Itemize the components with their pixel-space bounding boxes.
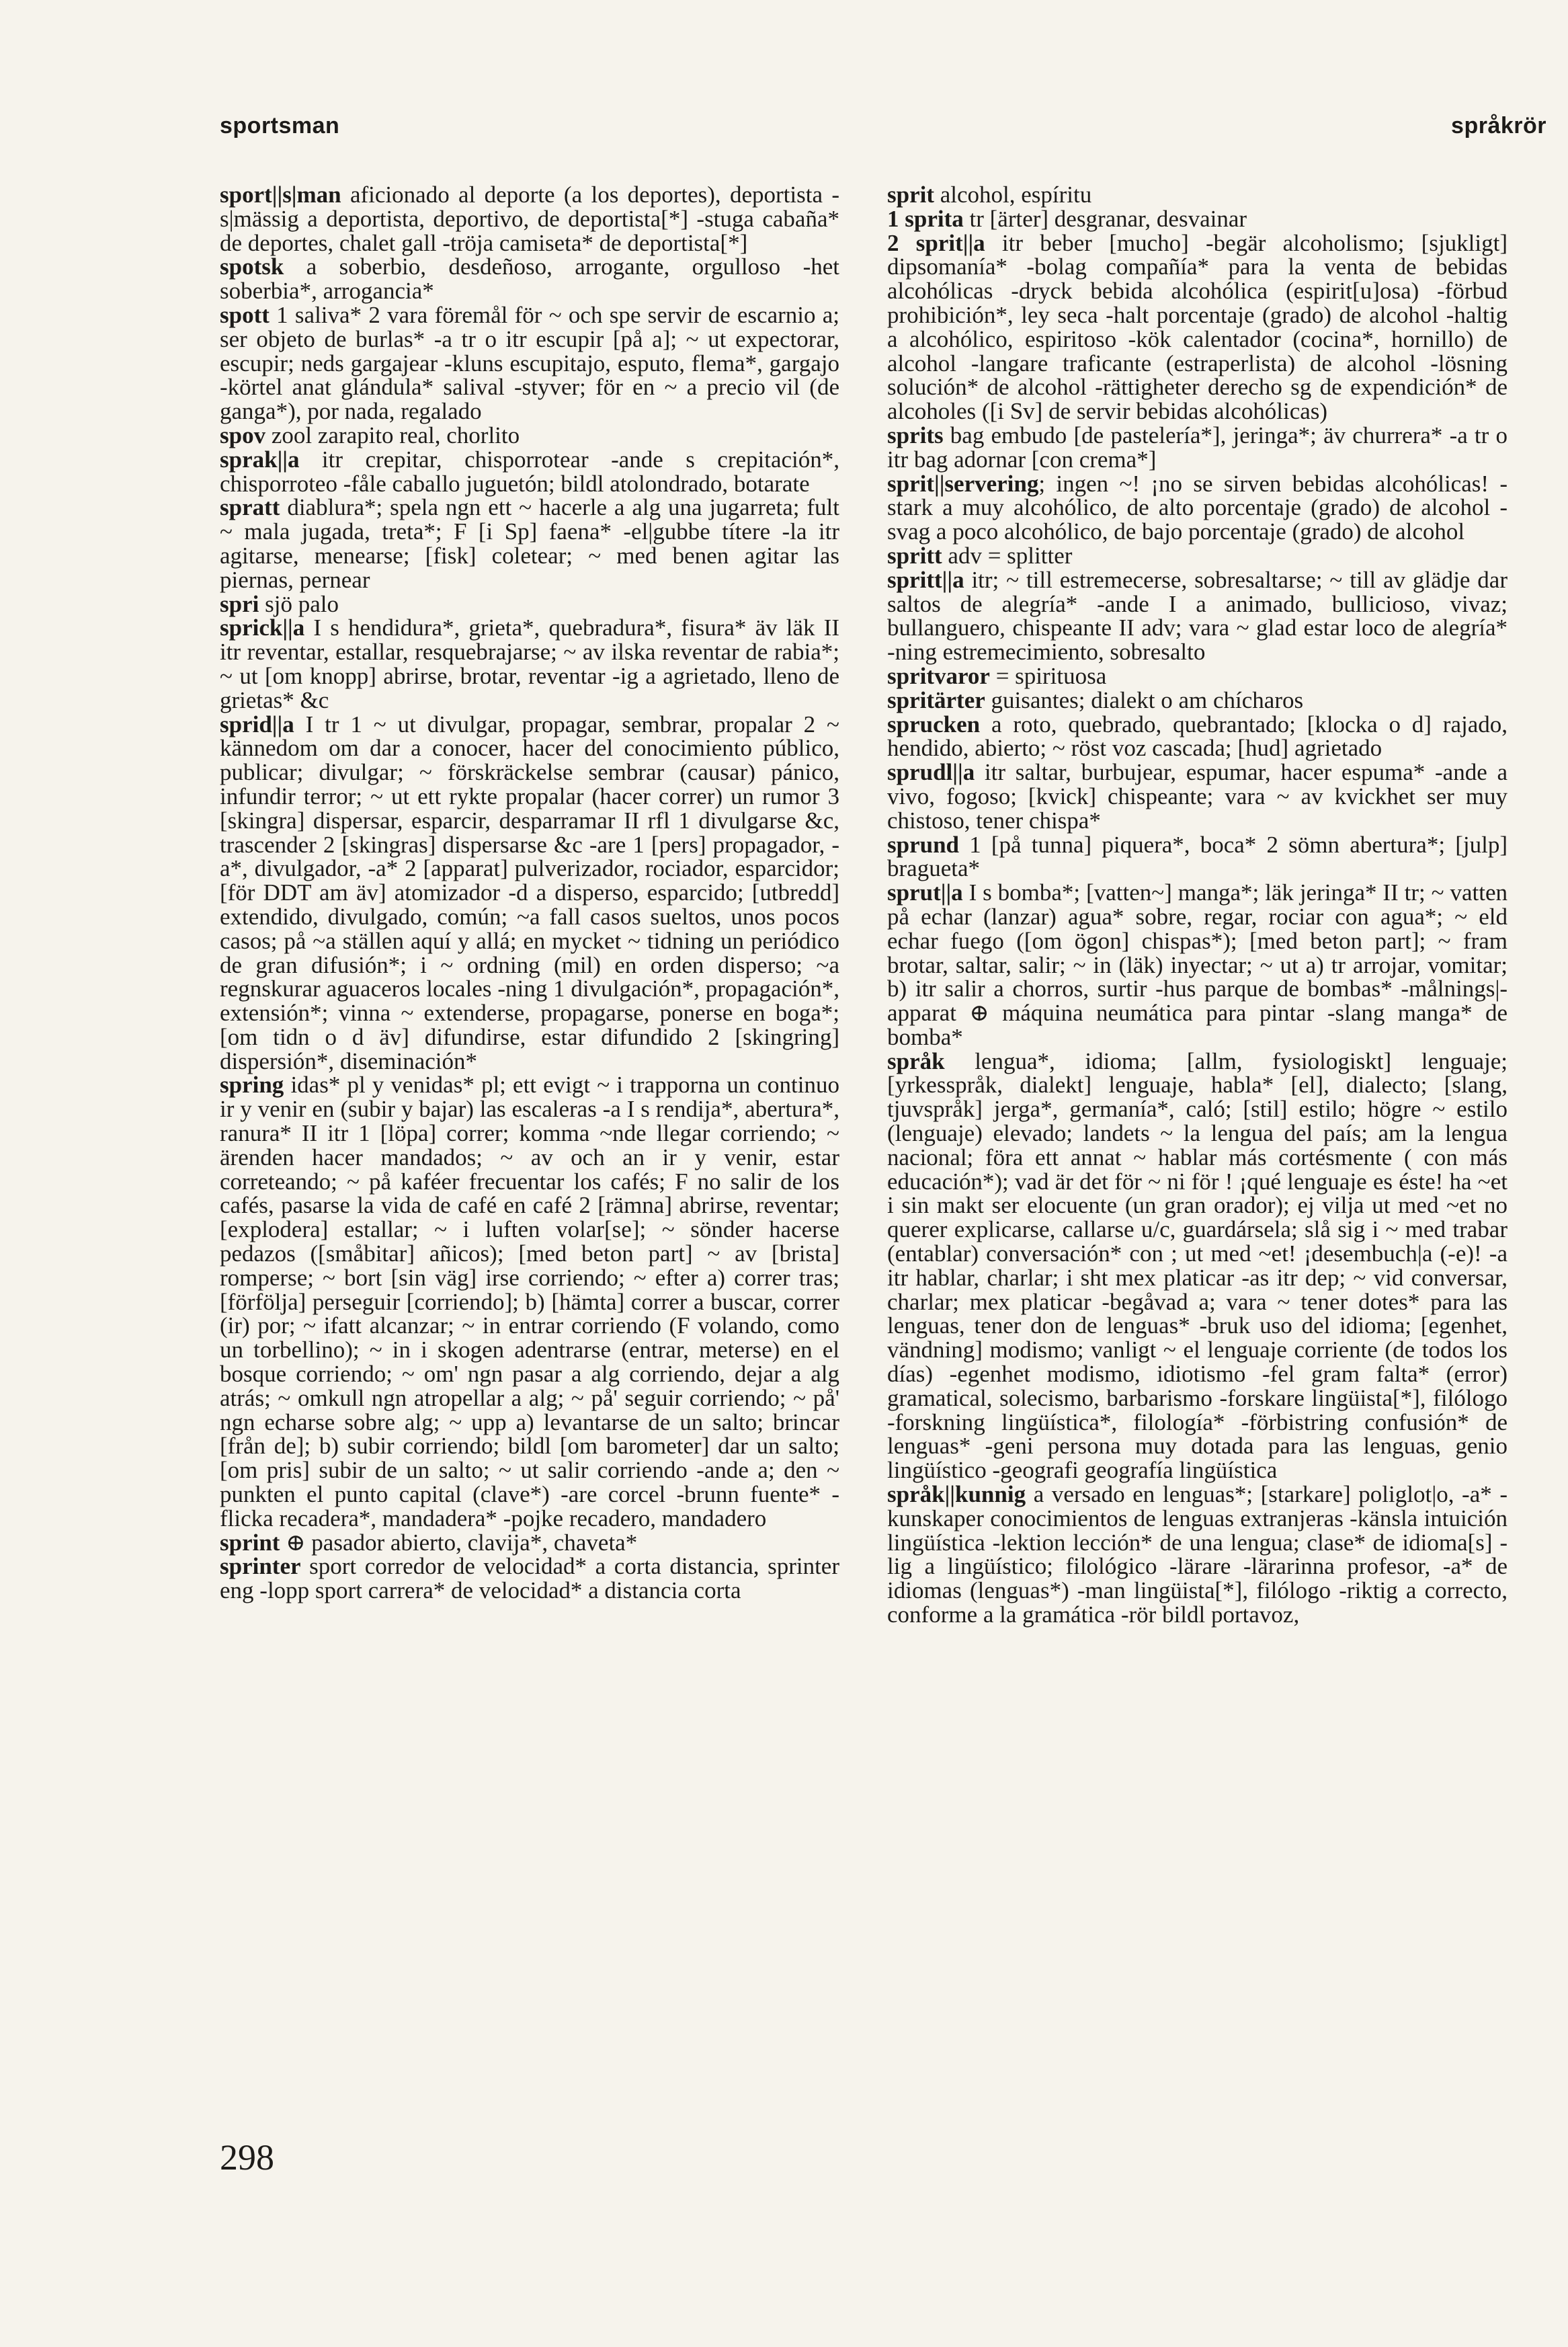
dictionary-entry	[887, 472, 1508, 544]
entry-headword: sprucken	[887, 711, 981, 738]
dictionary-entry	[887, 881, 1508, 1049]
entry-headword: sprund	[887, 831, 960, 858]
entry-headword: sprit	[887, 182, 934, 208]
entry-headword: spritt||a	[887, 566, 964, 593]
entry-definition: 1 [på tunna] piquera*, boca* 2 sömn abertura*; [julp] bragueta*	[887, 831, 1508, 882]
entry-headword: språk||kunnig	[887, 1481, 1026, 1508]
dictionary-entry	[887, 424, 1508, 472]
entry-definition: sjö palo	[259, 590, 339, 617]
entry-definition: ⊕ pasador abierto, clavija*, chaveta*	[280, 1529, 638, 1556]
entry-definition: idas* pl y venidas* pl; ett evigt ~ i trapporna un continuo ir y venir en (subir y bajar) las escaleras -a I s rendija*, abertura*, ranura* II itr 1 [löpa] correr; komma ~nde llegar corriendo; ~ ärenden hacer mandados; ~ av och an ir y venir, estar correteando; ~ på kaféer frecuentar los cafés; F no salir de los cafés, pasarse la vida de café en café 2 [rämna] abrirse, reventar; [explodera] estallar; ~ i luften volar[se]; ~ sönder hacerse pedazos ([småbitar] añicos); [med beton part] ~ av [brista] romperse; ~ bort [sin väg] irse corriendo; ~ efter a) correr tras; [förfölja] perseguir [corriendo]; b) [hämta] correr a buscar, correr (ir) por; ~ ifatt alcanzar; ~ in entrar corriendo (F volando, como un torbellino); ~ in i skogen adentrarse (entrar, meterse) en el bosque corriendo; ~ om' ngn pasar a alg corriendo, dejar a alg atrás; ~ omkull ngn atropellar a alg; ~ på' seguir corriendo; ~ på' ngn echarse sobre alg; ~ upp a) levantarse de un salto; brincar [från de]; b) subir corriendo; bildl [om barometer] dar un salto; [om pris] subir de un salto; ~ ut salir corriendo -ande a; den ~ punkten el punto capital (clave*) -are corcel -brunn fuente* -flicka recadera*, mandadera* -pojke recadero, mandadero	[220, 1072, 839, 1531]
entry-definition: tr [ärter] desgranar, desvainar	[963, 205, 1247, 232]
dictionary-entry	[887, 207, 1508, 231]
entry-headword: spritärter	[887, 686, 985, 713]
dictionary-entry	[887, 713, 1508, 761]
entry-headword: spring	[220, 1072, 284, 1099]
entry-definition: 1 saliva* 2 vara föremål för ~ och spe servir de escarnio a; ser objeto de burlas* -a tr o itr escupir [på a]; ~ ut expectorar, escupir; neds gargajear -kluns escupitajo, esputo, flema*, gargajo -körtel anat glándula* salival -styver; för en ~ a precio vil (de ganga*), por nada, regalado	[220, 301, 839, 425]
entry-headword: spritt	[887, 542, 942, 569]
dictionary-entry	[220, 1531, 839, 1555]
left-column	[220, 183, 839, 1603]
dictionary-entry	[887, 664, 1508, 688]
entry-headword: sprid||a	[220, 711, 294, 738]
entry-headword: spov	[220, 422, 266, 448]
entry-headword: sprits	[887, 422, 944, 448]
entry-definition: lengua*, idioma; [allm, fysiologiskt] lenguaje; [yrkesspråk, dialekt] lenguaje, habla* [el], dialecto; [slang, tjuvspråk] jerga*, germanía*, caló; [stil] estilo; högre ~ estilo (lenguaje) elevado; landets ~ la lengua del país; am la lengua nacional; föra ett annat ~ hablar más cortésmente ( con más educación*); vad är det för ~ ni för ! ¡qué lenguaje es éste! ha ~et i sin makt ser elocuente (un gran orador); ej vilja ut med ~et no querer explicarse, callarse u/c, guardársela; slå sig i ~ med trabar (entablar) conversación* con ; ut med ~et! ¡desembuch|a (-e)! -a itr hablar, charlar; i sht mex platicar -as itr dep; ~ vid conversar, charlar; mex platicar -begåvad a; vara ~ tener dotes* para las lenguas, tener don de lenguas* -bruk uso del idioma; [egenhet, vändning] modismo; vanligt ~ el lenguaje corriente (de todos los días) -egenhet modismo, idiotismo -fel gram falta* (error) gramatical, solecismo, barbarismo -forskare lingüista[*], filólogo -forskning lingüística*, filología* -förbistring confusión* de lenguas* -geni persona muy dotada para las lenguas, genio lingüístico -geografi geografía lingüística	[887, 1047, 1508, 1484]
entry-definition: zool zarapito real, chorlito	[265, 422, 520, 448]
entry-headword: spritvaror	[887, 662, 990, 689]
dictionary-entry	[220, 183, 839, 255]
dictionary-entry	[887, 760, 1508, 832]
entry-definition: adv = splitter	[942, 542, 1073, 569]
entry-headword: 1 sprita	[887, 205, 964, 232]
entry-definition: itr beber [mucho] -begär alcoholismo; [sjukligt] dipsomanía* -bolag compañía* para la venta de bebidas alcohólicas -dryck bebida alcohólica (espirit[u]osa) -förbud prohibición*, ley seca -halt porcentaje (grado) de alcohol -haltig a alcohólico, espiritoso -kök calentador (cocina*, hornillo) de alcohol -langare traficante (estraperlista) de alcohol -lösning solución* de alcohol -rättigheter derecho sg de expendición* de alcoholes ([i Sv] de servir bebidas alcohólicas)	[887, 229, 1508, 425]
entry-definition: aficionado al deporte (a los deportes), deportista -s|mässig a deportista, deportivo, de deportista[*] -stuga cabaña* de deportes, chalet gall -tröja camiseta* de deportista[*]	[220, 182, 839, 256]
entry-headword: sprit||servering	[887, 470, 1039, 497]
entry-headword: spotsk	[220, 253, 284, 280]
dictionary-entry	[220, 495, 839, 592]
dictionary-entry	[220, 1073, 839, 1530]
entry-definition: itr crepitar, chisporrotear -ande s crepitación*, chisporroteo -fåle caballo juguetón; bildl atolondrado, botarate	[220, 446, 839, 497]
dictionary-entry	[220, 713, 839, 1074]
entry-headword: sprak||a	[220, 446, 300, 473]
entry-definition: a roto, quebrado, quebrantado; [klocka o d] rajado, hendido, abierto; ~ röst voz cascada; [hud] agrietado	[887, 711, 1508, 762]
entry-definition: ; ingen ~! ¡no se sirven bebidas alcohólicas! -stark a muy alcohólico, de alto porcentaje (grado) de alcohol -svag a poco alcohólico, de bajo porcentaje (grado) de alcohol	[887, 470, 1508, 545]
dictionary-entry	[887, 544, 1508, 568]
entry-definition: I s hendidura*, grieta*, quebradura*, fisura* äv läk II itr reventar, estallar, resquebrajarse; ~ av ilska reventar de rabia*; ~ ut [om knopp] abrirse, brotar, reventar -ig a agrietado, lleno de grietas* &c	[220, 614, 839, 713]
dictionary-entry	[220, 1554, 839, 1603]
dictionary-entry	[220, 592, 839, 616]
dictionary-entry	[887, 568, 1508, 664]
entry-definition: sport corredor de velocidad* a corta distancia, sprinter eng -lopp sport carrera* de velocidad* a distancia corta	[220, 1553, 839, 1604]
dictionary-entry	[887, 1049, 1508, 1482]
entry-headword: sport||s|man	[220, 182, 341, 208]
dictionary-entry	[887, 833, 1508, 881]
dictionary-entry	[220, 424, 839, 448]
entry-headword: sprick||a	[220, 614, 305, 641]
dictionary-entry	[220, 255, 839, 303]
entry-definition: I tr 1 ~ ut divulgar, propagar, sembrar, propalar 2 ~ kännedom om dar a conocer, hacer del conocimiento público, publicar; divulgar; ~ förskräckelse sembrar (causar) pánico, infundir terror; ~ ut ett rykte propalar (hacer correr) un rumor 3 [skingra] dispersar, esparcir, desparramar II rfl 1 divulgarse &c, trascender 2 [skingras] dispersarse &c -are 1 [pers] propagador, -a*, divulgador, -a* 2 [apparat] pulverizador, rociador, esparcidor; [för DDT am äv] atomizador -d a disperso, esparcido; [utbredd] extendido, divulgado, común; ~a fall casos sueltos, unos pocos casos; på ~a ställen aquí y allá; en mycket ~ tidning un periódico de gran difusión*; i ~ ordning (mil) en orden disperso; ~a regnskurar aguaceros locales -ning 1 divulgación*, propagación*, extensión*; vinna ~ extenderse, propagarse, ponerse en boga*; [om tidn o d äv] difundirse, estar difundido 2 [skingring] dispersión*, diseminación*	[220, 711, 839, 1074]
entry-definition: a versado en lenguas*; [starkare] poliglot|o, -a* -kunskaper conocimientos de lenguas extranjeras -känsla intuición lingüística -lektion lección* de una lengua; clase* de idioma[s] -lig a lingüístico; filológico -lärare -lärarinna profesor, -a* de idiomas (lenguas*) -man lingüista[*], filólogo -riktig a correcto, conforme a la gramática -rör bildl portavoz,	[887, 1481, 1508, 1628]
entry-headword: sprinter	[220, 1553, 301, 1580]
entry-headword: sprint	[220, 1529, 280, 1556]
running-head-left: sportsman	[220, 113, 340, 138]
entry-headword: spratt	[220, 494, 280, 521]
entry-definition: itr; ~ till estremecerse, sobresaltarse; ~ till av glädje dar saltos de alegría* -ande I a animado, bullicioso, vivaz; bullanguero, chispeante II adv; vara ~ glad estar loco de alegría* -ning estremecimiento, sobresalto	[887, 566, 1508, 666]
running-head-right: språkrör	[1451, 113, 1546, 138]
right-column	[887, 183, 1508, 1627]
entry-definition: I s bomba*; [vatten~] manga*; läk jeringa* II tr; ~ vatten på echar (lanzar) agua* sobre, regar, rociar con agua*; ~ eld echar fuego ([om ögon] chispas*); [med beton part]; ~ fram brotar, saltar, salir; ~ in (läk) inyectar; ~ ut a) tr arrojar, vomitar; b) itr salir a chorros, surtir -hus parque de bombas* -målnings|-apparat ⊕ máquina neumática para pintar -slang manga* de bomba*	[887, 879, 1508, 1050]
page-number: 298	[220, 2137, 274, 2178]
dictionary-entry	[220, 616, 839, 712]
entry-definition: a soberbio, desdeñoso, arrogante, orgulloso -het soberbia*, arrogancia*	[220, 253, 839, 305]
dictionary-entry	[887, 1482, 1508, 1627]
entry-definition: itr saltar, burbujear, espumar, hacer espuma* -ande a vivo, fogoso; [kvick] chispeante; vara ~ av kvickhet ser muy chistoso, tener chispa*	[887, 759, 1508, 834]
dictionary-entry	[220, 303, 839, 424]
entry-headword: 2 sprit||a	[887, 229, 985, 256]
entry-headword: spri	[220, 590, 259, 617]
entry-definition: guisantes; dialekt o am chícharos	[985, 686, 1304, 713]
entry-definition: alcohol, espíritu	[934, 182, 1092, 208]
entry-headword: språk	[887, 1047, 945, 1074]
entry-definition: bag embudo [de pastelería*], jeringa*; äv churrera* -a tr o itr bag adornar [con crema*]	[887, 422, 1508, 473]
dictionary-entry	[887, 688, 1508, 713]
entry-definition: = spirituosa	[989, 662, 1107, 689]
dictionary-entry	[887, 231, 1508, 424]
dictionary-entry	[220, 448, 839, 496]
entry-headword: sprut||a	[887, 879, 963, 906]
dictionary-entry	[887, 183, 1508, 207]
entry-headword: sprudl||a	[887, 759, 975, 786]
entry-headword: spott	[220, 301, 270, 328]
entry-definition: diablura*; spela ngn ett ~ hacerle a alg una jugarreta; fult ~ mala jugada, treta*; F [i Sp] faena* -el|gubbe títere -la itr agitarse, menearse; [fisk] coletear; ~ med benen agitar las piernas, pernear	[220, 494, 839, 593]
